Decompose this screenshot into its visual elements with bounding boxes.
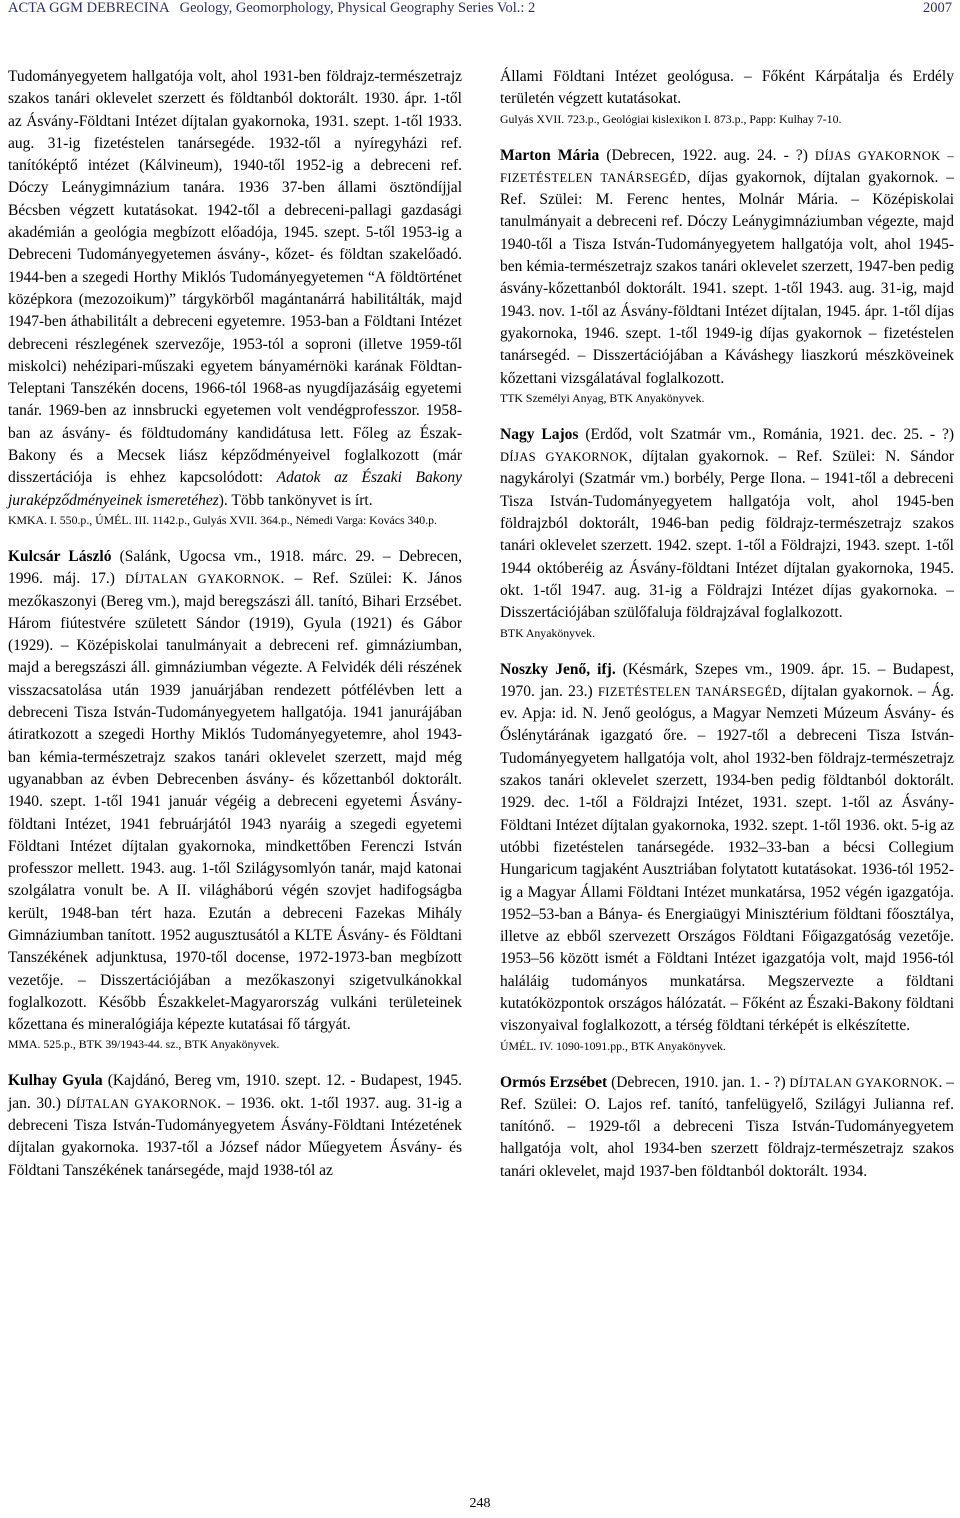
entry-name: Ormós Erzsébet <box>500 1073 608 1091</box>
right-column <box>500 66 954 1183</box>
entry-position: DÍJAS GYAKORNOK <box>500 450 629 465</box>
entry-dates: (Késmárk, Szepes vm., 1909. ápr. 15. – Budapest, 1970. jan. 23.) <box>500 660 954 700</box>
entry-name: Kulcsár László <box>8 547 112 565</box>
left-column <box>8 66 462 1182</box>
continued-entry-body: Tudományegyetem hallgatója volt, ahol 1931-ben földrajz-természetrajz szakos tanári oklevelet szerzett és földtanból doktorált. 1930. ápr. 1-től az Ásvány-Földtani Intézet díjtalan gyakornoka, 1931. szept. 1-től 1933. aug. 31-ig fizetéstelen tanársegéde. 1932-től a nyíregyházi ref. tanítóképtő intézet (Kálvineum), 1940-től 1952-ig a debreceni ref. Dóczy Leánygimnázium tanára. 1936 37-ben állami ösztöndíjjal Bécsben végzett kutatásokat. 1942-től a debreceni-pallagi gazdasági akadémián a geológia megbízott előadója, 1945. szept. 5-től 1953-ig a Debreceni Tudományegyetemen ásvány-, kőzet- és földtan szakelőadó. 1944-ben a szegedi Horthy Miklós Tudományegyetemen “A földtörténet középkora (mezozoikum)” tárgykörből magántanárrá habilitálták, majd 1947-ben áthabilitált a debreceni egyetemre. 1953-ban a Földtani Intézet debreceni részlegének szervezője, 1953-tól a soproni (illetve 1959-től miskolci) nehézipari-műszaki egyetem bányamérnöki karának Földtan-Teleptani Tanszékén docens, 1966-tól 1968-as nyugdíjazásáig egyetemi tanár. 1969-ben az innsbrucki egyetemen volt vendégprofesszor. 1958-ban az ásvány- és földtudomány kandidátusa lett. Főleg az Észak-Bakony és a Mecsek liász képződményeivel foglalkozott (már disszertációja is ehhez kapcsolódott: <box>8 68 462 487</box>
entry-nagy <box>500 424 954 641</box>
entry-ormos <box>500 1072 954 1183</box>
entry-source: ÚMÉL. IV. 1090-1091.pp., BTK Anyakönyvek. <box>500 1038 726 1053</box>
entry-marton <box>500 145 954 406</box>
page-number: 248 <box>469 1496 491 1511</box>
entry-position: FIZETÉSTELEN TANÁRSEGÉD <box>597 684 782 699</box>
entry-position: DÍJTALAN GYAKORNOK <box>789 1075 939 1090</box>
continued-entry-source: Gulyás XVII. 723.p., Geológiai kislexikon I. 873.p., Papp: Kulhay 7-10. <box>500 111 842 126</box>
entry-name: Marton Mária <box>500 146 600 164</box>
entry-body: . – 1936. okt. 1-től 1937. aug. 31-ig a debreceni Tisza István-Tudományegyetem Ásvány-Földtani Intézetének díjtalan gyakornoka. 1937-től a József nádor Műegyetem Ásvány- és Földtani Tanszékének tanársegéde, majd 1938-tól az <box>8 1094 462 1179</box>
header-year: 2007 <box>923 0 952 16</box>
entry-dates: (Kajdánó, Bereg vm, 1910. szept. 12. - Budapest, 1945. jan. 30.) <box>8 1072 462 1112</box>
entry-source: MMA. 525.p., BTK 39/1943-44. sz., BTK Anyakönyvek. <box>8 1037 280 1052</box>
dissertation-title: Adatok az Északi Bakony juraképződményeinek ismeretéhez <box>8 469 462 509</box>
header-title: ACTA GGM DEBRECINA Geology, Geomorphology, Physical Geography Series Vol.: 2 <box>8 0 536 16</box>
entry-body: . – Ref. Szülei: K. János mezőkaszonyi (Bereg vm.), majd beregszászi áll. tanító, Bihari Erzsébet. Három fiútestvére született Sándor (1919), Gyula (1921) és Gábor (1929). – Középiskolai tanulmányait a debreceni ref. gimnáziumban, majd a beregszászi áll. gimnáziumban végezte. A Felvidék déli részének visszacsatolása után 1939 januárjában rendezett pótfélévben lett a debreceni Tisza István-Tudományegyetem hallgatója. 1941 janurájában átiratkozott a szegedi Horthy Miklós Tudományegyetemre, ahol 1943-ban kémia-természetrajz szakos tanári oklevelet szerzett, majd még ugyanabban az évben Debrecenben ásvány- és kőzettanból doktorált. 1940. szept. 1-től 1941 január végéig a debreceni egyetemi Ásvány-földtani Intézet, 1941 februárjától 1943 nyaráig a szegedi egyetemi Földtani Intézet díjtalan gyakornoka, mindkettőben Ferenczi István professzor mellett. 1943. aug. 1-től Szilágysomlyón tanár, majd katonai szolgálatra vonult be. A II. világháború végén szovjet hadifogságba került, 1948-ban tért haza. Ezután a debreceni Fazekas Mihály Gimnáziumban tanított. 1952 augusztusától a KLTE Ásvány- és Földtani Tanszékének adjunktusa, 1970-től docense, 1972-1973-ban megbízott vezetője. – Disszertációjában a mezőkaszonyi szigetvulkánokkal foglalkozott. Később Északkelet-Magyarország vulkáni területeinek kőzettana és mineralógiája képezte kutatásai fő tárgyát. <box>8 570 462 1034</box>
entry-name: Kulhay Gyula <box>8 1072 103 1090</box>
entry-position: DÍJTALAN GYAKORNOK <box>66 1096 218 1111</box>
entry-dates: (Debrecen, 1922. aug. 24. - ?) <box>599 146 816 164</box>
entry-position: DÍJTALAN GYAKORNOK <box>125 572 281 587</box>
entry-body: , díjtalan gyakornok. – Ref. Szülei: N. Sándor nagykárolyi (Szatmár vm.) borbély, Perge Ilona. – 1941-től a debreceni Tisza István-Tudományegyetem hallgatója volt, ahol 1945-ben földrajzból doktorált, 1946-ban pedig földrajz-természetrajz szakos tanári oklevelet szerzett. 1942. szept. 1-től a Földrajzi, 1943. szept. 1-től 1944 októberéig az Ásvány-földtani Intézet díjtalan gyakornoka, 1945. okt. 1-től 1947. aug. 31-ig a Földrajzi Intézet díjas gyakornoka. – Disszertációjában szülőfaluja földrajzával foglalkozott. <box>500 448 954 622</box>
entry-position: DÍJAS GYAKORNOK – FIZETÉSTELEN TANÁRSEGÉD <box>500 148 954 185</box>
continued-entry-text <box>8 66 462 512</box>
entry-name: Noszky Jenő, ifj. <box>500 660 616 678</box>
entry-kulhay <box>8 1070 462 1181</box>
entry-dates: (Debrecen, 1910. jan. 1. - ?) <box>607 1073 790 1091</box>
continued-entry-text: Állami Földtani Intézet geológusa. – Főként Kárpátalja és Erdély területén végzett kutatásokat. <box>500 68 954 108</box>
entry-kulcsar <box>8 546 462 1053</box>
entry-body: . – Ref. Szülei: O. Lajos ref. tanító, tanfelügyelő, Szilágyi Julianna ref. tanítónő. – 1929-től a debreceni Tisza István-Tudományegyetem hallgatója volt, ahol 1934-ben szerzett földrajz-természetrajz szakos tanári oklevelet, majd 1937-ben földtanból doktorált. 1934. <box>500 1073 954 1180</box>
entry-body: , díjtalan gyakornok. – Ág. ev. Apja: id. N. Jenő geológus, a Magyar Nemzeti Múzeum Ásvány- és Őslénytárának igazgató őre. – 1927-től a debreceni Tisza István-Tudományegyetem hallgatója volt, ahol 1932-ben földrajz-természetrajz szakos tanári oklevelet szerzett, 1934-ben pedig földtanból doktorált. 1929. dec. 1-től a Földrajzi Intézet, 1931. szept. 1-től az Ásvány-Földtani Intézet díjtalan gyakornoka, 1932. szept. 1-től 1936. okt. 5-ig az utóbbi fizetéstelen tanársegéde. 1932–33-ban a bécsi Collegium Hungaricum tagjaként Ausztriában folytatott kutatásokat. 1936-tól 1952-ig a Magyar Állami Földtani Intézet munkatársa, 1952 végén igazgatója. 1952–53-ban a Bánya- és Energiaügyi Minisztérium földtani főosztálya, illetve az ebből szervezett Országos Földtani Főigazgatóság vezetője. 1953–56 között ismét a Földtani Intézet igazgatója volt, majd 1956-tól haláláig tudományos munkatársa. Megszervezte a földtani kutatóközpontok országos hálózatát. – Főként az Északi-Bakony földtani viszonyaival foglalkozott, a térség földtani térképét is elkészítette. <box>500 682 954 1035</box>
entry-source: TTK Személyi Anyag, BTK Anyakönyvek. <box>500 390 705 405</box>
entry-source: BTK Anyakönyvek. <box>500 625 596 640</box>
entry-name: Nagy Lajos <box>500 425 579 443</box>
entry-body: , díjas gyakornok, díjtalan gyakornok. – Ref. Szülei: M. Ferenc hentes, Molnár Mária. – Középiskolai tanulmányait a debreceni ref. Dóczy Leánygimnáziumban végezte, majd 1940-től a Tisza István-Tudományegyetem hallgatója volt, ahol 1945-ben kémia-természetrajz szakos tanári oklevelet szerzett, 1947-ben pedig ásvány-kőzettanból doktorált. 1941. szept. 1-től 1943. aug. 31-ig, majd 1943. nov. 1-től az Ásvány-földtani Intézet díjtalan, 1945. ápr. 1-től díjas gyakornoka, 1946. szept. 1-től 1949-ig díjas gyakornok – fizetéstelen tanársegéd. – Disszertációjában a Káváshegy liaszkorú mészköveinek kőzettani vizsgálatával foglalkozott. <box>500 168 955 387</box>
entry-dates: (Salánk, Ugocsa vm., 1918. márc. 29. – Debrecen, 1996. máj. 17.) <box>8 547 462 588</box>
entry-noszky <box>500 659 954 1054</box>
continued-entry-end: ). Több tankönyvet is írt. <box>218 491 373 509</box>
entry-dates: (Erdőd, volt Szatmár vm., Románia, 1921. dec. 25. - ?) <box>578 425 954 443</box>
continued-entry-source: KMKA. I. 550.p., ÚMÉL. III. 1142.p., Gulyás XVII. 364.p., Némedi Varga: Kovács 340.p. <box>8 512 437 527</box>
running-header <box>8 0 952 22</box>
